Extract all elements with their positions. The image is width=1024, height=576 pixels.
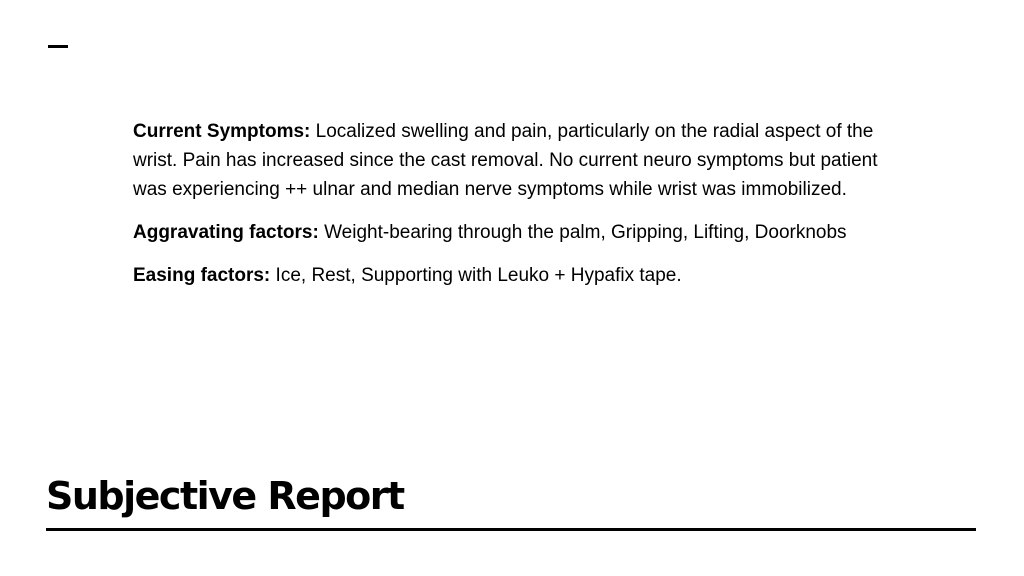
easing-factors-label: Easing factors: <box>133 265 271 286</box>
easing-factors-text: Ice, Rest, Supporting with Leuko + Hypafix tape. <box>270 265 682 286</box>
aggravating-factors-text: Weight-bearing through the palm, Gripping, Lifting, Doorknobs <box>318 222 847 243</box>
easing-factors-paragraph <box>133 261 893 290</box>
accent-dash <box>48 45 68 48</box>
current-symptoms-paragraph <box>133 117 893 204</box>
slide-title: Subjective Report <box>46 474 404 518</box>
current-symptoms-text: Localized swelling and pain, particularly on the radial aspect of the wrist. Pain has increased since the cast removal. No current neuro symptoms but patient was experiencing ++ ulnar and median nerve symptoms while wrist was immobilized. <box>133 121 878 200</box>
aggravating-factors-label: Aggravating factors: <box>133 222 319 243</box>
current-symptoms-label: Current Symptoms: <box>133 121 311 142</box>
title-underline <box>46 528 976 531</box>
aggravating-factors-paragraph <box>133 218 893 247</box>
slide-body <box>133 117 893 304</box>
